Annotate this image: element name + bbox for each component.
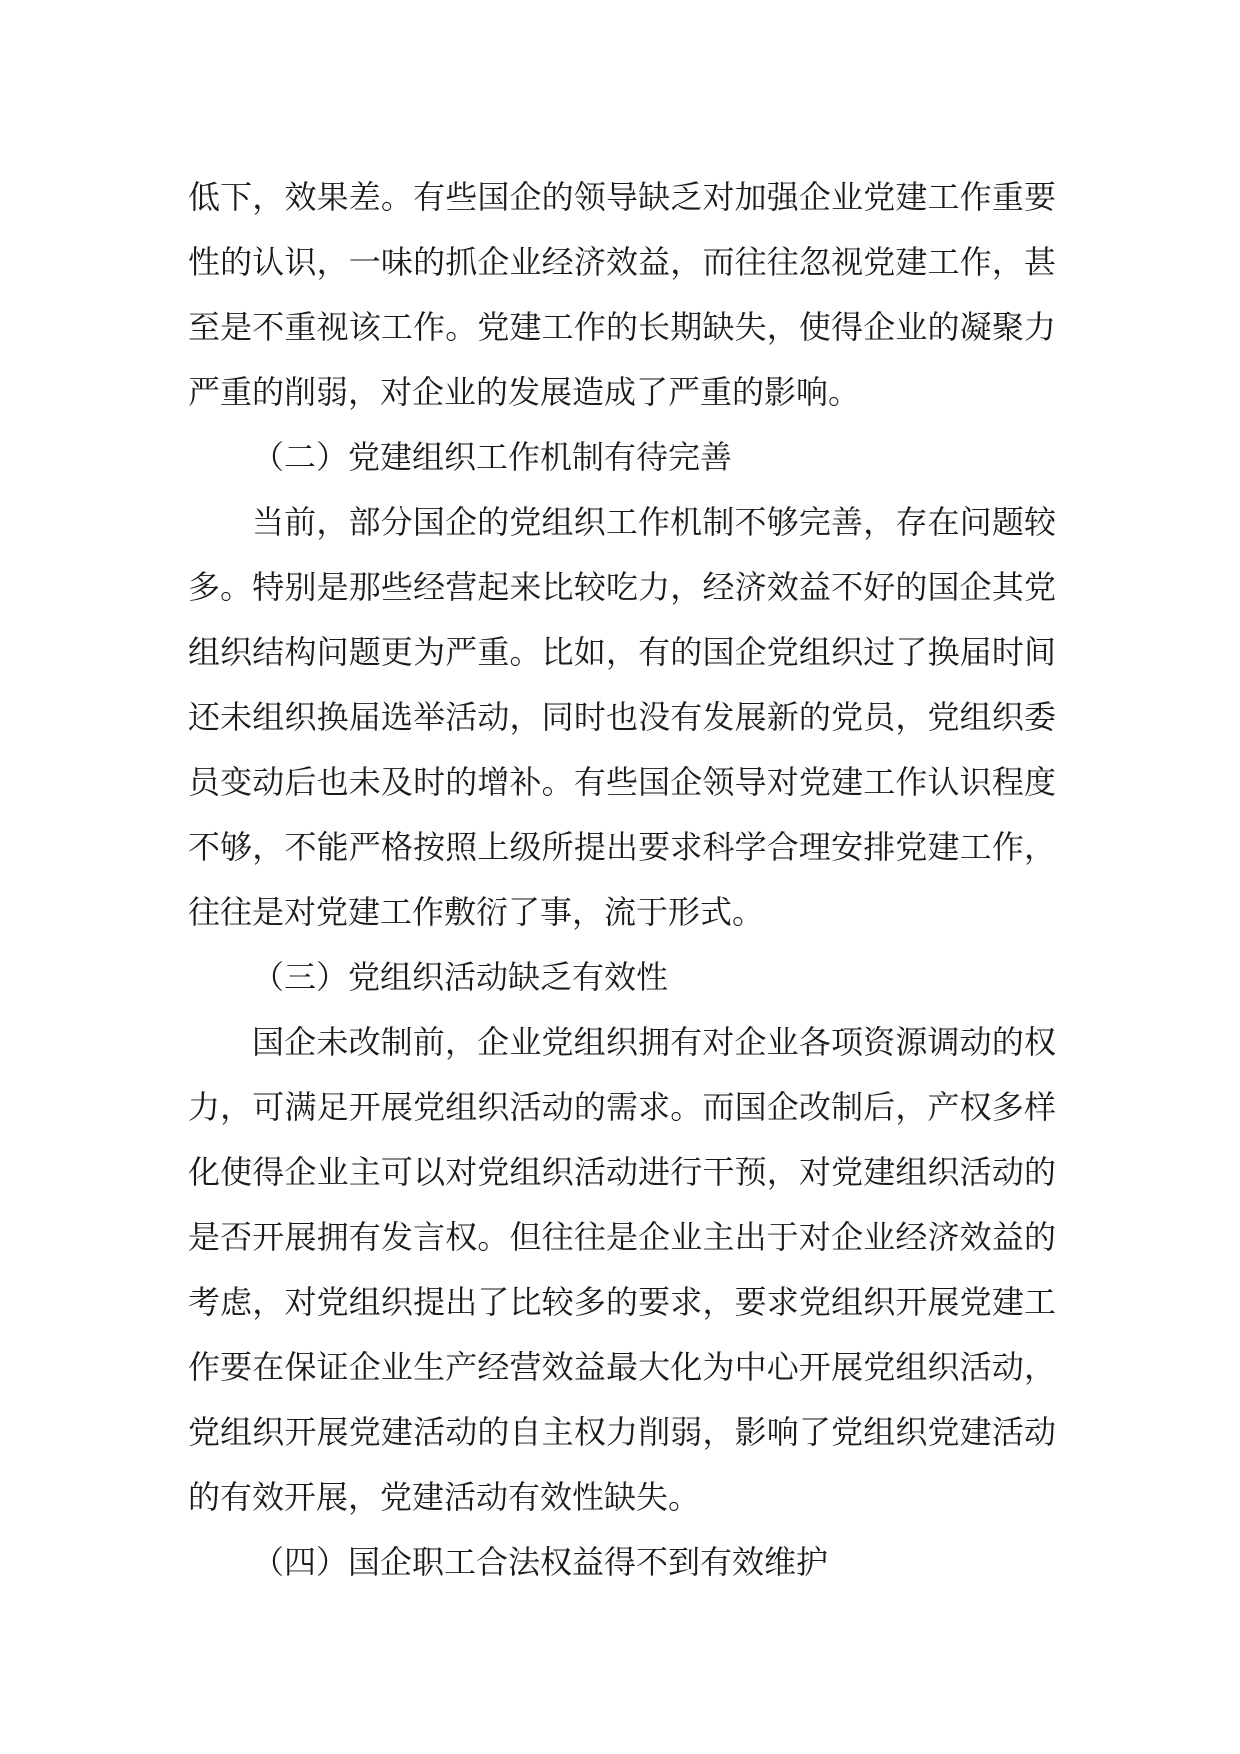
section-heading: （二）党建组织工作机制有待完善 bbox=[252, 438, 733, 476]
text-line: 往往是对党建工作敷衍了事，流于形式。 bbox=[188, 893, 765, 931]
text-line: 考虑，对党组织提出了比较多的要求，要求党组织开展党建工 bbox=[188, 1283, 1056, 1321]
text-line: 的有效开展，党建活动有效性缺失。 bbox=[188, 1478, 701, 1516]
text-line: 还未组织换届选举活动，同时也没有发展新的党员，党组织委 bbox=[188, 698, 1056, 736]
paragraph bbox=[188, 490, 1056, 945]
section-heading: （四）国企职工合法权益得不到有效维护 bbox=[252, 1543, 829, 1581]
document-body bbox=[188, 165, 1056, 1595]
text-line: 化使得企业主可以对党组织活动进行干预，对党建组织活动的 bbox=[188, 1153, 1056, 1191]
section-heading: （三）党组织活动缺乏有效性 bbox=[252, 958, 669, 996]
text-line: 至是不重视该工作。党建工作的长期缺失，使得企业的凝聚力 bbox=[188, 308, 1056, 346]
text-line: 员变动后也未及时的增补。有些国企领导对党建工作认识程度 bbox=[188, 763, 1056, 801]
text-line: 不够，不能严格按照上级所提出要求科学合理安排党建工作， bbox=[188, 828, 1056, 866]
text-line: 党组织开展党建活动的自主权力削弱，影响了党组织党建活动 bbox=[188, 1413, 1056, 1451]
text-line: 组织结构问题更为严重。比如，有的国企党组织过了换届时间 bbox=[188, 633, 1056, 671]
text-line: 作要在保证企业生产经营效益最大化为中心开展党组织活动， bbox=[188, 1348, 1056, 1386]
text-line: 国企未改制前，企业党组织拥有对企业各项资源调动的权 bbox=[252, 1023, 1056, 1061]
paragraph bbox=[188, 1010, 1056, 1530]
text-line: 当前，部分国企的党组织工作机制不够完善，存在问题较 bbox=[252, 503, 1056, 541]
text-line: 低下，效果差。有些国企的领导缺乏对加强企业党建工作重要 bbox=[188, 178, 1056, 216]
text-line: 严重的削弱，对企业的发展造成了严重的影响。 bbox=[188, 373, 861, 411]
text-line: 多。特别是那些经营起来比较吃力，经济效益不好的国企其党 bbox=[188, 568, 1056, 606]
text-line: 性的认识，一味的抓企业经济效益，而往往忽视党建工作，甚 bbox=[188, 243, 1056, 281]
paragraph bbox=[188, 165, 1056, 425]
text-line: 力，可满足开展党组织活动的需求。而国企改制后，产权多样 bbox=[188, 1088, 1056, 1126]
text-line: 是否开展拥有发言权。但往往是企业主出于对企业经济效益的 bbox=[188, 1218, 1056, 1256]
